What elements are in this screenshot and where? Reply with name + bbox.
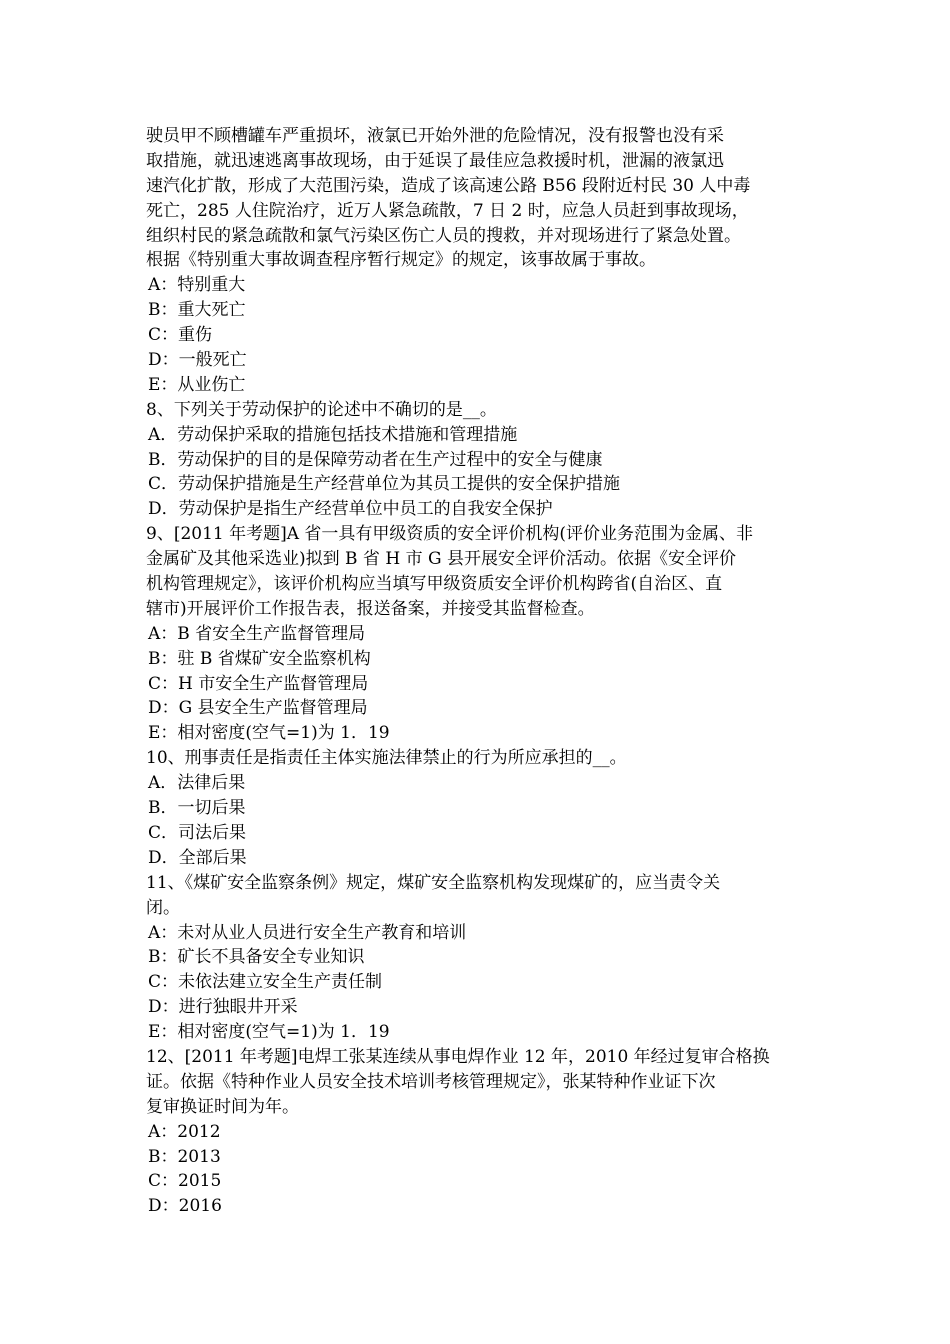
answer-option: E：从业伤亡 [148,374,246,395]
answer-option: C．司法后果 [148,822,247,843]
answer-option: B：2013 [148,1146,221,1167]
answer-option: E：相对密度(空气=1)为 1．19 [148,723,390,744]
answer-option: C：未依法建立安全生产责任制 [148,972,383,993]
answer-option: C：2015 [148,1171,222,1192]
answer-option: D．全部后果 [148,847,247,868]
answer-option: E：相对密度(空气=1)为 1．19 [148,1022,390,1043]
answer-option: A．劳动保护采取的措施包括技术措施和管理措施 [148,424,518,445]
answer-option: A：2012 [148,1121,221,1142]
text-line: 复审换证时间为年。 [146,1096,299,1117]
text-line: 机构管理规定》，该评价机构应当填写甲级资质安全评价机构跨省(自治区、直 [146,574,723,595]
answer-option: D：一般死亡 [148,350,247,371]
answer-option: C：H 市安全生产监督管理局 [148,673,369,694]
answer-option: D：进行独眼井开采 [148,997,298,1018]
answer-option: D：G 县安全生产监督管理局 [148,698,368,719]
answer-option: A：B 省安全生产监督管理局 [148,623,366,644]
answer-option: D．劳动保护是指生产经营单位中员工的自我安全保护 [148,499,553,520]
text-line: 辖市)开展评价工作报告表，报送备案，并接受其监督检查。 [146,598,595,619]
text-line: 金属矿及其他采选业)拟到 B 省 H 市 G 县开展安全评价活动。依据《安全评价 [146,549,736,570]
text-line: 8、下列关于劳动保护的论述中不确切的是__。 [146,399,497,420]
text-line: 11、《煤矿安全监察条例》规定，煤矿安全监察机构发现煤矿的，应当责令关 [146,872,721,893]
text-line: 10、刑事责任是指责任主体实施法律禁止的行为所应承担的__。 [146,748,627,769]
text-line: 速汽化扩散，形成了大范围污染，造成了该高速公路 B56 段附近村民 30 人中毒 [146,175,751,196]
answer-option: A．法律后果 [148,773,246,794]
answer-option: C：重伤 [148,325,213,346]
text-line: 9、[2011 年考题]A 省一具有甲级资质的安全评价机构(评价业务范围为金属、非 [146,524,754,545]
text-line: 取措施，就迅速逃离事故现场，由于延误了最佳应急救援时机，泄漏的液氯迅 [146,150,724,171]
text-line: 12、[2011 年考题]电焊工张某连续从事电焊作业 12 年，2010 年经过复审合格换 [146,1046,770,1067]
text-line: 驶员甲不顾槽罐车严重损坏，液氯已开始外泄的危险情况，没有报警也没有采 [146,126,724,146]
answer-option: A：未对从业人员进行安全生产教育和培训 [148,922,467,943]
answer-option: C．劳动保护措施是生产经营单位为其员工提供的安全保护措施 [148,474,621,495]
answer-option: D：2016 [148,1196,222,1217]
answer-option: B．劳动保护的目的是保障劳动者在生产过程中的安全与健康 [148,449,603,470]
answer-option: B．一切后果 [148,798,246,819]
text-line: 死亡，285 人住院治疗，近万人紧急疏散，7 日 2 时，应急人员赶到事故现场， [146,200,749,221]
text-line: 组织村民的紧急疏散和氯气污染区伤亡人员的搜救，并对现场进行了紧急处置。 [146,225,741,246]
text-line: 闭。 [146,897,180,918]
answer-option: A：特别重大 [148,275,246,296]
answer-option: B：重大死亡 [148,300,246,321]
text-line: 证。依据《特种作业人员安全技术培训考核管理规定》，张某特种作业证下次 [146,1071,716,1092]
document-body [146,124,826,1219]
answer-option: B：矿长不具备安全专业知识 [148,947,365,968]
text-line: 根据《特别重大事故调查程序暂行规定》的规定，该事故属于事故。 [146,250,656,271]
answer-option: B：驻 B 省煤矿安全监察机构 [148,648,371,669]
